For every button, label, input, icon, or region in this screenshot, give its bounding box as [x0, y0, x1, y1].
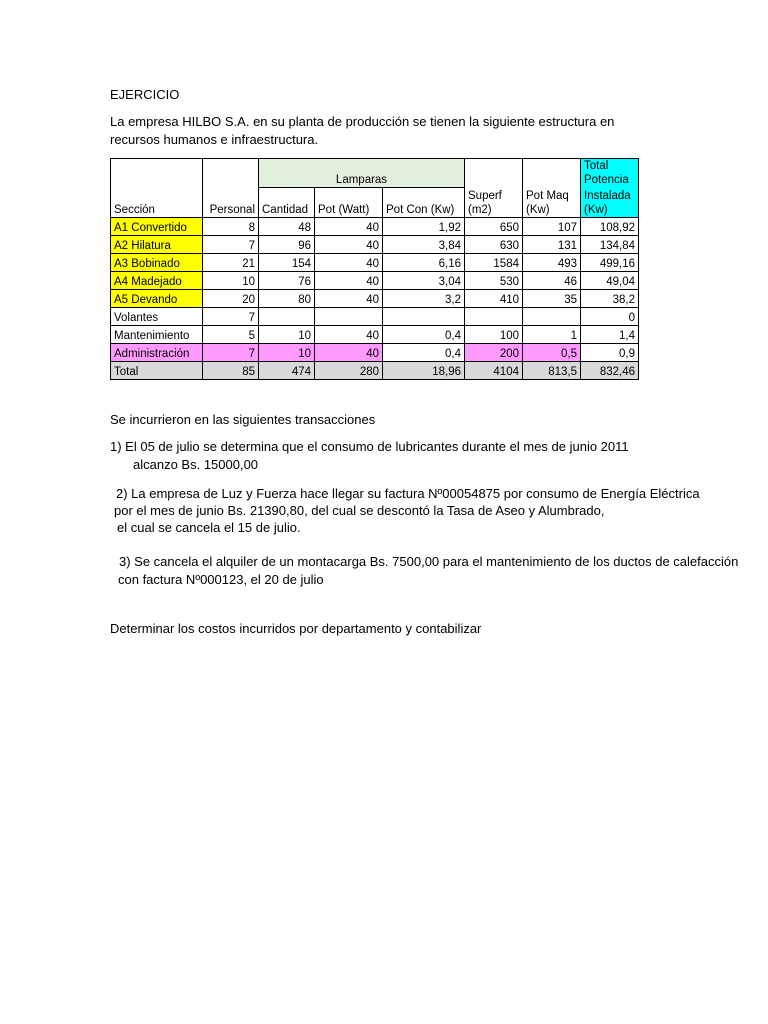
cell-pot-con: 1,92	[383, 218, 465, 236]
header-pot-watt: Pot (Watt)	[315, 187, 383, 218]
table-row	[111, 326, 639, 344]
cell-cantidad: 76	[259, 272, 315, 290]
cell-cantidad: 48	[259, 218, 315, 236]
cell-personal: 7	[203, 236, 259, 254]
cell-pot-maq: 46	[523, 272, 581, 290]
table-row	[111, 344, 639, 362]
cell-superf: 530	[465, 272, 523, 290]
cell-total: 108,92	[581, 218, 639, 236]
cell-total: 0,9	[581, 344, 639, 362]
cell-pot-watt: 40	[315, 326, 383, 344]
cell-pot-maq: 0,5	[523, 344, 581, 362]
cell-seccion: A3 Bobinado	[111, 254, 203, 272]
cell-pot-con: 3,04	[383, 272, 465, 290]
cell-total: 499,16	[581, 254, 639, 272]
cell-seccion: Administración	[111, 344, 203, 362]
cell-seccion: Volantes	[111, 308, 203, 326]
totals-pot-con: 18,96	[383, 362, 465, 380]
table-body	[111, 218, 639, 362]
transaction-1-line-1: 1) El 05 de julio se determina que el consumo de lubricantes durante el mes de junio 2011	[110, 439, 629, 454]
table-row	[111, 290, 639, 308]
cell-pot-watt	[315, 308, 383, 326]
header-instalada: Instalada (Kw)	[581, 187, 639, 218]
cell-pot-maq: 107	[523, 218, 581, 236]
cell-seccion: Mantenimiento	[111, 326, 203, 344]
cell-personal: 7	[203, 308, 259, 326]
table-row	[111, 272, 639, 290]
cell-pot-con: 0,4	[383, 326, 465, 344]
cell-superf	[465, 308, 523, 326]
cell-total: 0	[581, 308, 639, 326]
cell-cantidad: 10	[259, 344, 315, 362]
table-header-row-2	[111, 187, 639, 218]
cell-pot-maq: 131	[523, 236, 581, 254]
cell-pot-watt: 40	[315, 344, 383, 362]
cell-personal: 8	[203, 218, 259, 236]
transaction-1-line-2: alcanzo Bs. 15000,00	[133, 457, 259, 472]
header-seccion: Sección	[111, 187, 203, 218]
cell-seccion: A4 Madejado	[111, 272, 203, 290]
cell-pot-con: 3,84	[383, 236, 465, 254]
document-title: EJERCICIO	[110, 87, 180, 102]
cell-superf: 630	[465, 236, 523, 254]
cell-personal: 7	[203, 344, 259, 362]
cell-cantidad: 80	[259, 290, 315, 308]
totals-superf: 4104	[465, 362, 523, 380]
table-header-row-1	[111, 159, 639, 188]
cell-personal: 5	[203, 326, 259, 344]
table-row	[111, 218, 639, 236]
group-lamparas: Lamparas	[259, 159, 465, 188]
cell-pot-watt: 40	[315, 290, 383, 308]
transaction-2-line-1: 2) La empresa de Luz y Fuerza hace llegar su factura Nº00054875 por consumo de Energía Eléctrica	[116, 486, 700, 501]
header-superf: Superf (m2)	[465, 187, 523, 218]
intro-line-2: recursos humanos e infraestructura.	[110, 132, 319, 147]
totals-total: 832,46	[581, 362, 639, 380]
cell-pot-con	[383, 308, 465, 326]
cell-pot-watt: 40	[315, 272, 383, 290]
cell-pot-maq: 35	[523, 290, 581, 308]
cell-pot-watt: 40	[315, 218, 383, 236]
totals-pot-watt: 280	[315, 362, 383, 380]
cell-cantidad: 10	[259, 326, 315, 344]
cell-pot-maq	[523, 308, 581, 326]
cell-superf: 100	[465, 326, 523, 344]
cell-personal: 21	[203, 254, 259, 272]
cell-superf: 650	[465, 218, 523, 236]
totals-personal: 85	[203, 362, 259, 380]
table-row	[111, 308, 639, 326]
structure-table	[110, 158, 639, 380]
cell-pot-watt: 40	[315, 236, 383, 254]
cell-pot-con: 3,2	[383, 290, 465, 308]
transaction-2-line-3: el cual se cancela el 15 de julio.	[117, 520, 301, 535]
cell-pot-con: 0,4	[383, 344, 465, 362]
cell-pot-watt: 40	[315, 254, 383, 272]
cell-superf: 200	[465, 344, 523, 362]
cell-cantidad: 96	[259, 236, 315, 254]
cell-superf: 1584	[465, 254, 523, 272]
cell-total: 49,04	[581, 272, 639, 290]
transaction-3-line-2: con factura Nº000123, el 20 de julio	[118, 572, 324, 587]
header-cantidad: Cantidad	[259, 187, 315, 218]
cell-seccion: A1 Convertido	[111, 218, 203, 236]
group-total-potencia: Total Potencia	[581, 159, 639, 188]
cell-cantidad: 154	[259, 254, 315, 272]
cell-personal: 10	[203, 272, 259, 290]
cell-total: 38,2	[581, 290, 639, 308]
totals-cantidad: 474	[259, 362, 315, 380]
cell-total: 134,84	[581, 236, 639, 254]
header-pot-maq: Pot Maq (Kw)	[523, 187, 581, 218]
totals-pot-maq: 813,5	[523, 362, 581, 380]
totals-label: Total	[111, 362, 203, 380]
cell-personal: 20	[203, 290, 259, 308]
cell-total: 1,4	[581, 326, 639, 344]
cell-pot-maq: 493	[523, 254, 581, 272]
cell-seccion: A2 Hilatura	[111, 236, 203, 254]
closing-instruction: Determinar los costos incurridos por departamento y contabilizar	[110, 621, 482, 636]
table-totals-row	[111, 362, 639, 380]
transaction-3-line-1: 3) Se cancela el alquiler de un montacarga Bs. 7500,00 para el mantenimiento de los ductos de calefacción	[119, 554, 739, 569]
cell-pot-maq: 1	[523, 326, 581, 344]
cell-pot-con: 6,16	[383, 254, 465, 272]
cell-seccion: A5 Devando	[111, 290, 203, 308]
table-row	[111, 254, 639, 272]
cell-cantidad	[259, 308, 315, 326]
cell-superf: 410	[465, 290, 523, 308]
transactions-heading: Se incurrieron en las siguientes transacciones	[110, 412, 376, 427]
transaction-2-line-2: por el mes de junio Bs. 21390,80, del cual se descontó la Tasa de Aseo y Alumbrado,	[114, 503, 605, 518]
table-row	[111, 236, 639, 254]
intro-line-1: La empresa HILBO S.A. en su planta de producción se tienen la siguiente estructura en	[110, 114, 615, 129]
header-personal: Personal	[203, 187, 259, 218]
header-pot-con: Pot Con (Kw)	[383, 187, 465, 218]
